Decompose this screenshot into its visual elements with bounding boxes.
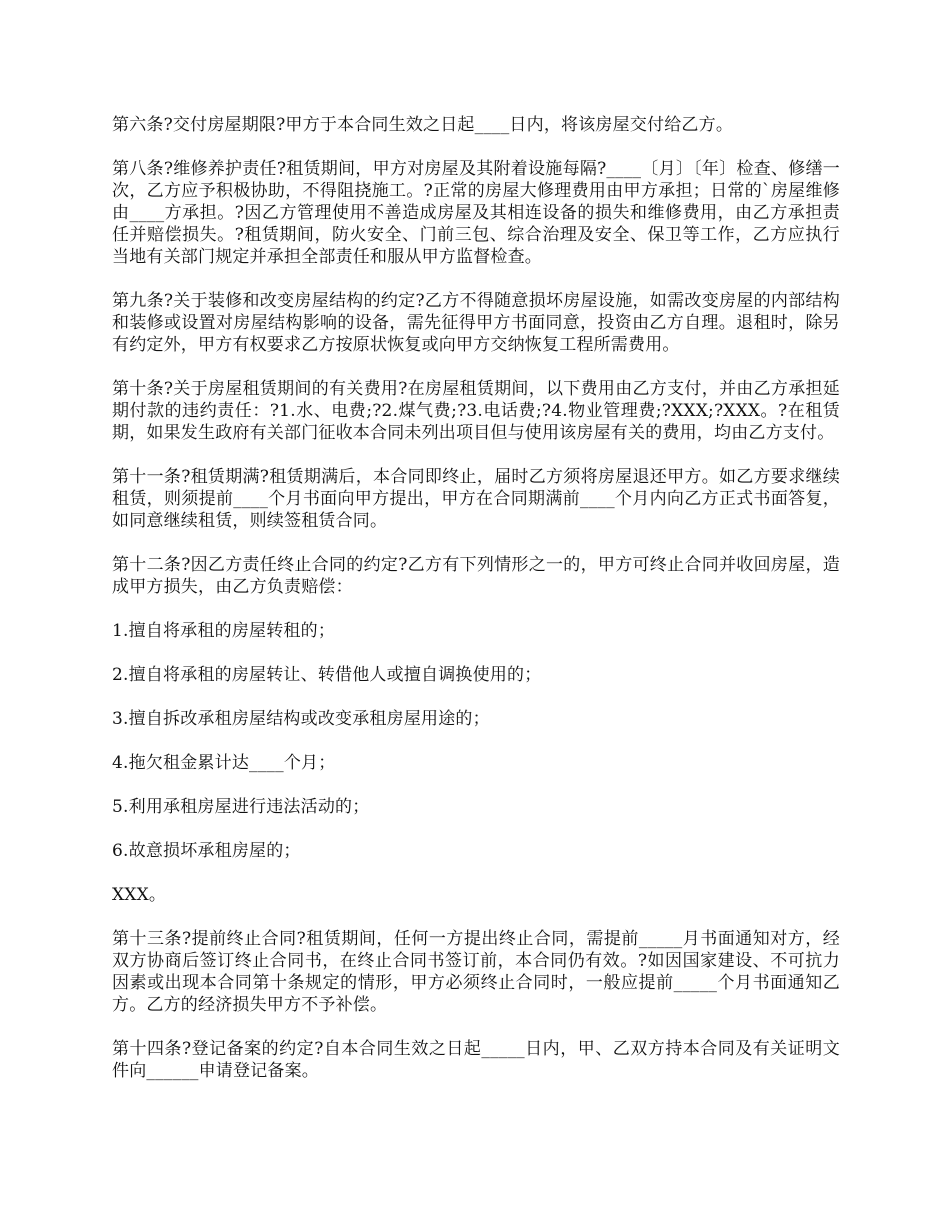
list-item: 1.擅自将承租的房屋转租的； <box>112 621 336 641</box>
list-item: XXX。 <box>112 885 167 905</box>
list-item: 2.擅自将承租的房屋转让、转借他人或擅自调换使用的； <box>112 665 542 685</box>
article-8-maintenance: 第八条?维修养护责任?租赁期间，甲方对房屋及其附着设施每隔?____〔月〕〔年〕检查、修缮一次，乙方应予积极协助，不得阻挠施工。?正常的房屋大修理费用由甲方承担；日常的`房屋维修由____方承担。?因乙方管理使用不善造成房屋及其相连设备的损失和维修费用，由乙方承担责任并赔偿损失。?租赁期间，防火安全、门前三包、综合治理及安全、保卫等工作，乙方应执行当地有关部门规定并承担全部责任和服从甲方监督检查。 <box>112 159 840 267</box>
document-body <box>112 114 840 1082</box>
article-12-termination: 第十二条?因乙方责任终止合同的约定?乙方有下列情形之一的，甲方可终止合同并收回房屋，造成甲方损失，由乙方负责赔偿： <box>112 555 840 597</box>
article-14-registration: 第十四条?登记备案的约定?自本合同生效之日起_____日内，甲、乙双方持本合同及有关证明文件向______申请登记备案。 <box>112 1039 840 1081</box>
article-6-delivery-period: 第六条?交付房屋期限?甲方于本合同生效之日起____日内，将该房屋交付给乙方。 <box>112 115 734 135</box>
list-item: 6.故意损坏承租房屋的； <box>112 841 301 861</box>
article-10-expenses: 第十条?关于房屋租赁期间的有关费用?在房屋租赁期间，以下费用由乙方支付，并由乙方承担延期付款的违约责任：?1.水、电费;?2.煤气费;?3.电话费;?4.物业管理费;?XXX;?XXX。?在租赁期，如果发生政府有关部门征收本合同未列出项目但与使用该房屋有关的费用，均由乙方支付。 <box>112 379 840 443</box>
list-item: 4.拖欠租金累计达____个月； <box>112 753 336 773</box>
article-13-early-termination: 第十三条?提前终止合同?租赁期间，任何一方提出终止合同，需提前_____月书面通知对方，经双方协商后签订终止合同书，在终止合同书签订前，本合同仍有效。?如因国家建设、不可抗力因素或出现本合同第十条规定的情形，甲方必须终止合同时，一般应提前_____个月书面通知乙方。乙方的经济损失甲方不予补偿。 <box>112 929 840 1015</box>
article-9-renovation: 第九条?关于装修和改变房屋结构的约定?乙方不得随意损坏房屋设施，如需改变房屋的内部结构和装修或设置对房屋结构影响的设备，需先征得甲方书面同意，投资由乙方自理。退租时，除另有约定外，甲方有权要求乙方按原状恢复或向甲方交纳恢复工程所需费用。 <box>112 291 840 355</box>
list-item: 3.擅自拆改承租房屋结构或改变承租房屋用途的； <box>112 709 490 729</box>
list-item: 5.利用承租房屋进行违法活动的； <box>112 797 370 817</box>
article-11-lease-expiry: 第十一条?租赁期满?租赁期满后，本合同即终止，届时乙方须将房屋退还甲方。如乙方要求继续租赁，则须提前____个月书面向甲方提出，甲方在合同期满前____个月内向乙方正式书面答复，如同意继续租赁，则续签租赁合同。 <box>112 467 840 531</box>
